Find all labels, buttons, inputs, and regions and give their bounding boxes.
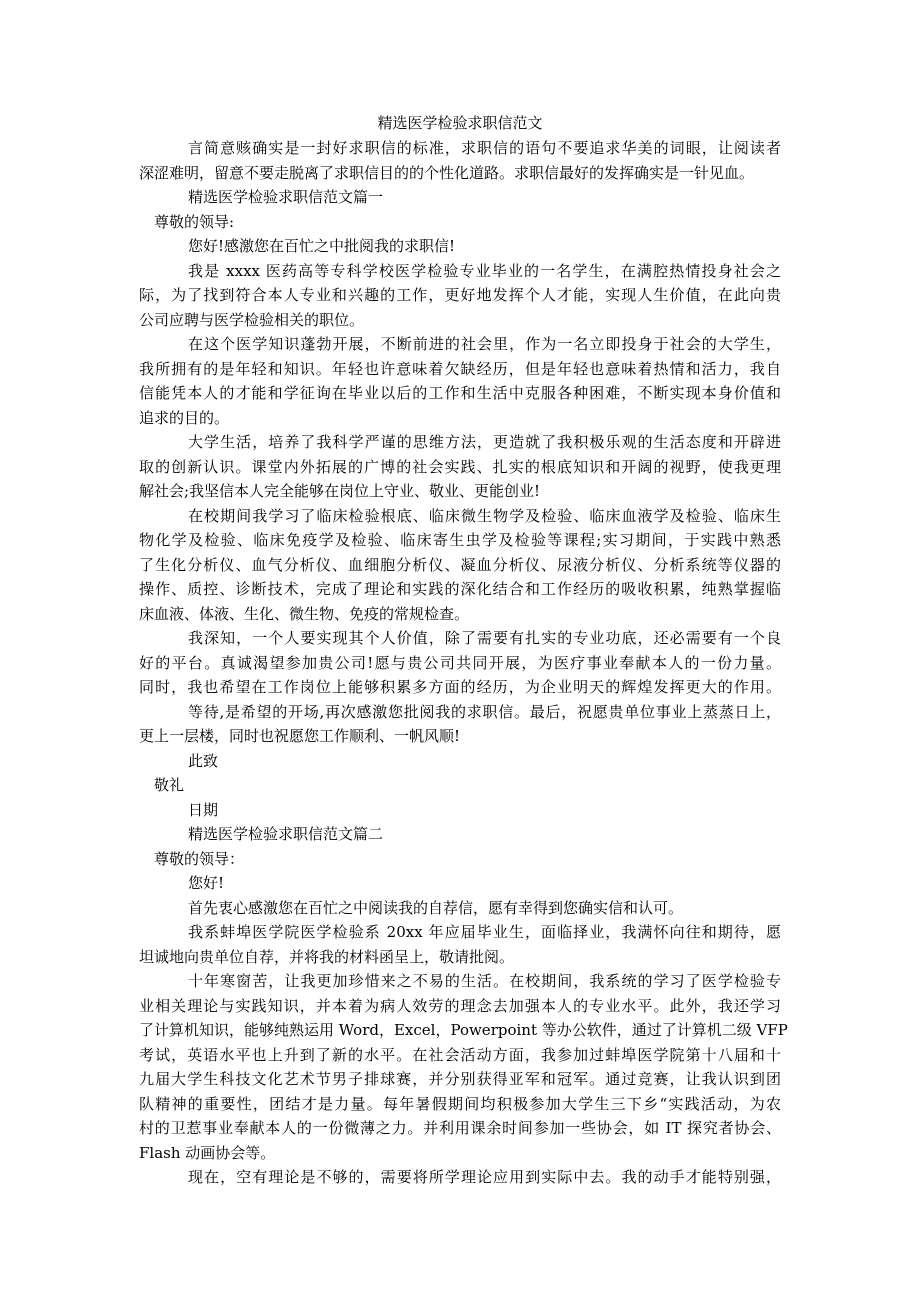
body-line: 追求的目的。 <box>139 409 230 427</box>
body-line: 队精神的重要性，团结才是力量。每年暑假期间均积极参加大学生三下乡“实践活动，为农 <box>139 1095 781 1113</box>
body-line: 公司应聘与医学检验相关的职位。 <box>139 311 365 329</box>
body-line: 好的平台。真诚渴望参加贵公司!愿与贵公司共同开展，为医疗事业奉献本人的一份力量。 <box>139 654 781 672</box>
body-line: 大学生活，培养了我科学严谨的思维方法，更造就了我积极乐观的生活态度和开辟进 <box>188 433 781 451</box>
closing-line: 敬礼 <box>154 776 185 794</box>
date-line: 日期 <box>188 801 219 819</box>
document-title: 精选医学检验求职信范文 <box>377 114 543 132</box>
body-line: 在这个医学知识蓬勃开展，不断前进的社会里，作为一名立即投身于社会的大学生， <box>188 335 781 353</box>
body-line: 我系蚌埠医学院医学检验系 20xx 年应届毕业生，面临择业，我满怀向往和期待，愿 <box>188 923 781 941</box>
salutation: 尊敬的领导: <box>154 213 235 231</box>
intro-line: 深涩难明，留意不要走脱离了求职信目的的个性化道路。求职信最好的发挥确实是一针见血。 <box>139 164 755 182</box>
body-line: 现在，空有理论是不够的，需要将所学理论应用到实际中去。我的动手才能特别强， <box>188 1168 781 1186</box>
body-line: 坦诚地向贵单位自荐，并将我的材料函呈上，敬请批阅。 <box>139 948 515 966</box>
body-line: 等待,是希望的开场,再次感激您批阅我的求职信。最后，祝愿贵单位事业上蒸蒸日上， <box>188 703 781 721</box>
body-line: Flash 动画协会等。 <box>139 1144 276 1162</box>
body-line: 我深知，一个人要实现其个人价值，除了需要有扎实的专业功底，还必需要有一个良 <box>188 629 781 647</box>
body-line: 物化学及检验、临床免疫学及检验、临床寄生虫学及检验等课程;实习期间，于实践中熟悉 <box>139 531 781 549</box>
body-line: 际，为了找到符合本人专业和兴趣的工作，更好地发挥个人才能，实现人生价值，在此向贵 <box>139 286 781 304</box>
body-line: 我是 xxxx 医药高等专科学校医学检验专业毕业的一名学生，在满腔热情投身社会之 <box>188 262 781 280</box>
intro-line: 言简意赅确实是一封好求职信的标准，求职信的语句不要追求华美的词眼，让阅读者 <box>188 139 781 157</box>
body-line: 业相关理论与实践知识，并本着为病人效劳的理念去加强本人的专业水平。此外，我还学习 <box>139 997 781 1015</box>
body-line: 信能凭本人的才能和学征询在毕业以后的工作和生活中克服各种困难，不断实现本身价值和 <box>139 384 781 402</box>
body-line: 解社会;我坚信本人完全能够在岗位上守业、敬业、更能创业! <box>139 482 541 500</box>
salutation: 尊敬的领导： <box>154 850 245 868</box>
body-line: 十年寒窗苦，让我更加珍惜来之不易的生活。在校期间，我系统的学习了医学检验专 <box>188 972 781 990</box>
body-line: 您好! <box>188 874 225 892</box>
body-line: 村的卫惹事业奉献本人的一份微薄之力。并利用课余时间参加一些协会，如 IT 探究者协会、 <box>139 1119 781 1137</box>
body-line: 九届大学生科技文化艺术节男子排球赛，并分别获得亚军和冠军。通过竞赛，让我认识到团 <box>139 1070 781 1088</box>
body-line: 了生化分析仪、血气分析仪、血细胞分析仪、凝血分析仪、尿液分析仪、分析系统等仪器的 <box>139 556 781 574</box>
body-line: 取的创新认识。课堂内外拓展的广博的社会实践、扎实的根底知识和开阔的视野，使我更理 <box>139 458 781 476</box>
body-line: 了计算机知识，能够纯熟运用 Word，Excel，Powerpoint 等办公软件，通过了计算机二级 VFP <box>139 1021 788 1039</box>
body-line: 床血液、体液、生化、微生物、免疫的常规检查。 <box>139 605 470 623</box>
body-line: 首先衷心感激您在百忙之中阅读我的自荐信，愿有幸得到您确实信和认可。 <box>188 899 684 917</box>
body-line: 更上一层楼，同时也祝愿您工作顺利、一帆风顺! <box>139 727 461 745</box>
body-line: 操作、质控、诊断技术，完成了理论和实践的深化结合和工作经历的吸收积累，纯熟掌握临 <box>139 580 781 598</box>
body-line: 我所拥有的是年轻和知识。年轻也许意味着欠缺经历，但是年轻也意味着热情和活力，我自 <box>139 360 781 378</box>
body-line: 在校期间我学习了临床检验根底、临床微生物学及检验、临床血液学及检验、临床生 <box>188 507 781 525</box>
body-line: 考试，英语水平也上升到了新的水平。在社会活动方面，我参加过蚌埠医学院第十八届和十 <box>139 1046 781 1064</box>
section-heading: 精选医学检验求职信范文篇一 <box>188 188 384 206</box>
body-line: 您好!感激您在百忙之中批阅我的求职信! <box>188 237 456 255</box>
body-line: 同时，我也希望在工作岗位上能够积累多方面的经历，为企业明天的辉煌发挥更大的作用。 <box>139 678 781 696</box>
section-heading: 精选医学检验求职信范文篇二 <box>188 825 384 843</box>
closing-line: 此致 <box>188 752 219 770</box>
